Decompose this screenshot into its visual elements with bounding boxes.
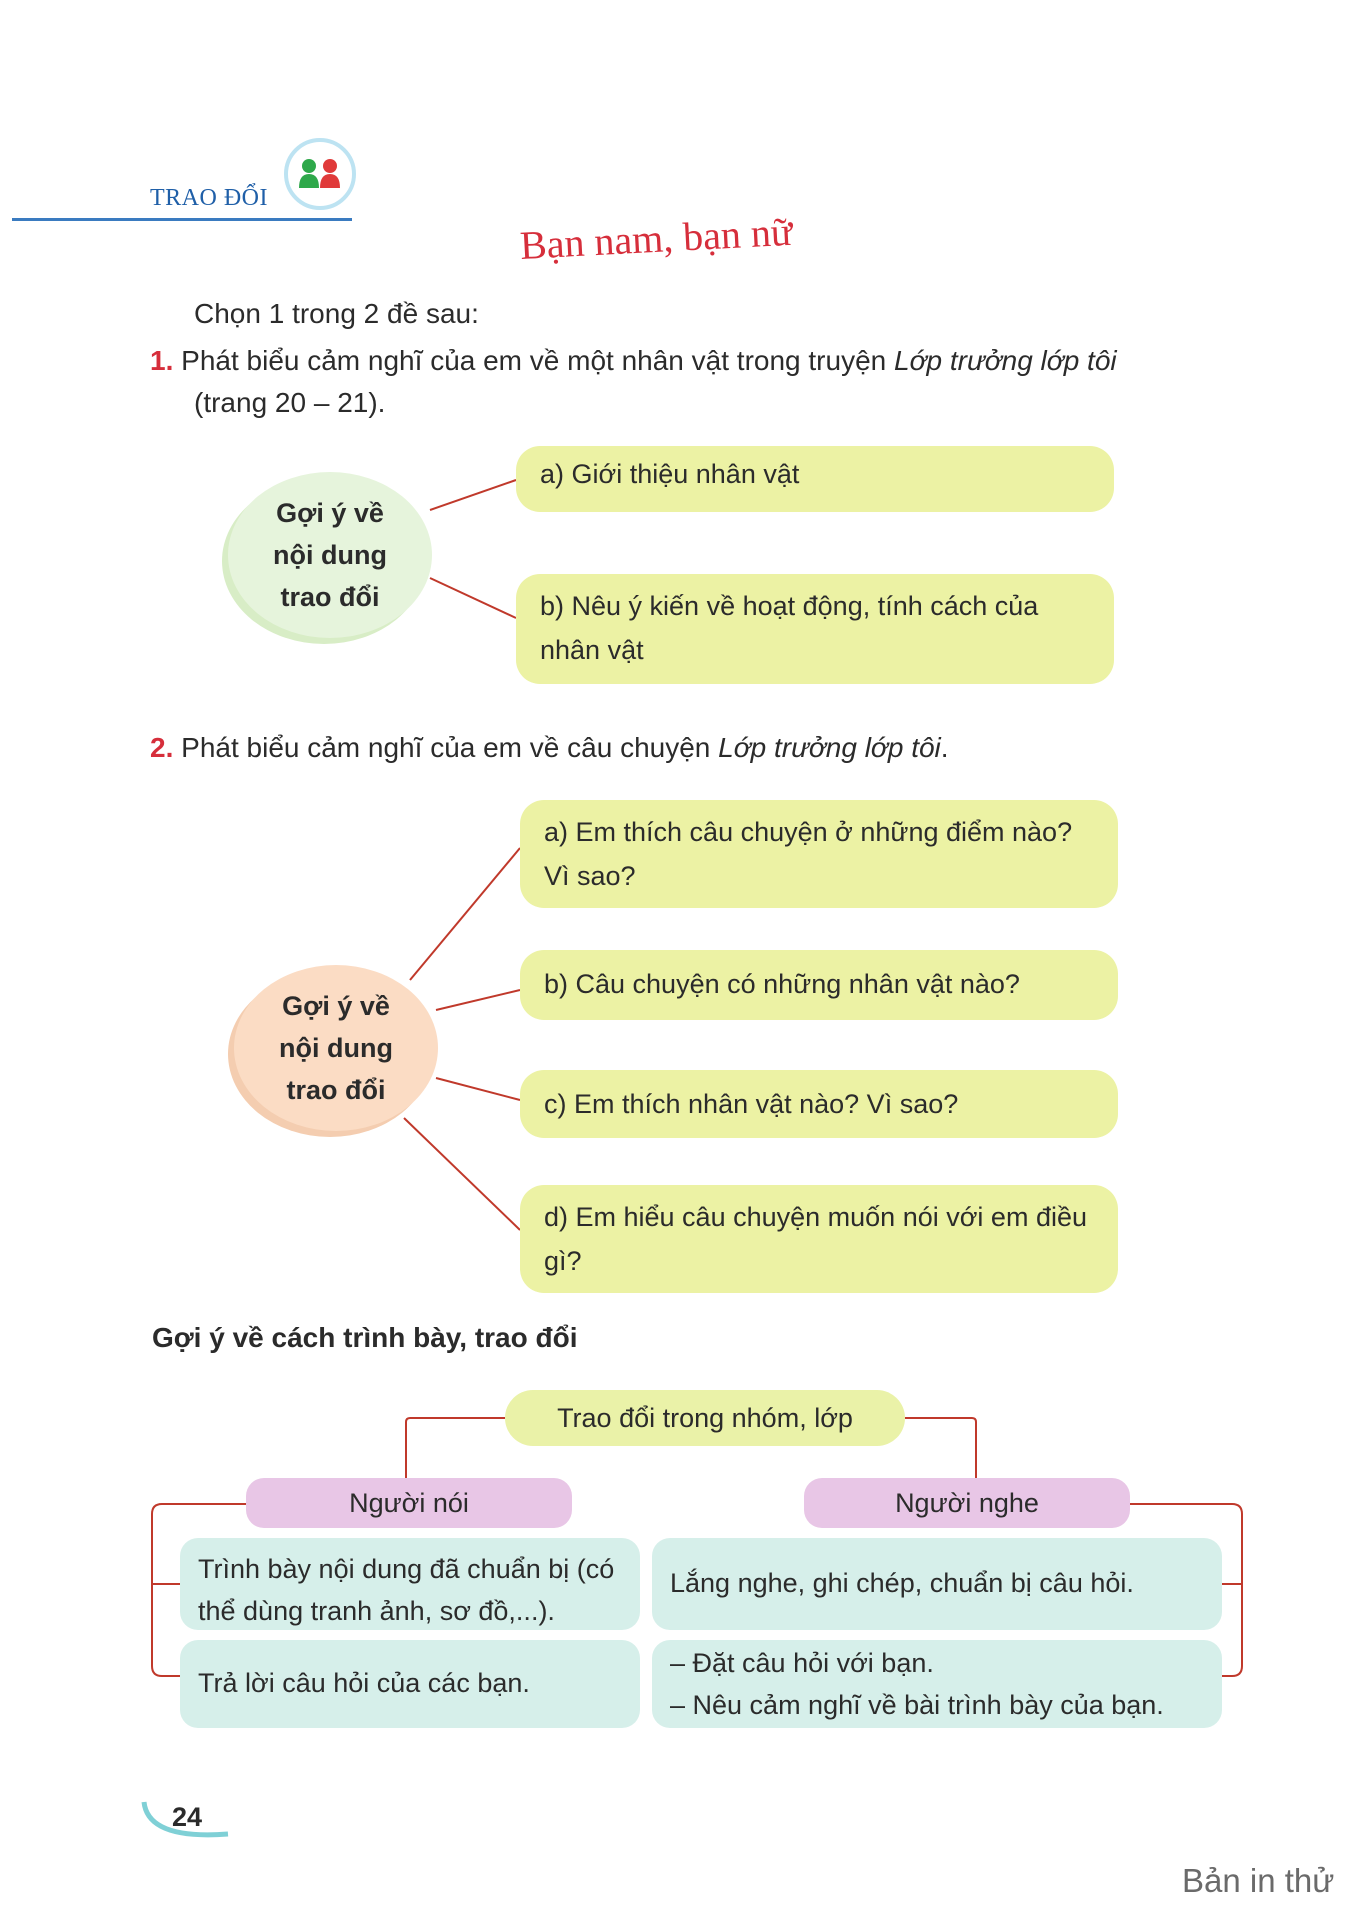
draft-watermark-label: Bản in thử [1182,1862,1335,1899]
hint-bubble-1 [228,472,432,638]
hint-bubble-1-label: Gợi ý về nội dung trao đổi [273,498,387,612]
question-1-text: Phát biểu cảm nghĩ của em về một nhân vật trong truyện [181,345,894,376]
q2-hint-a: a) Em thích câu chuyện ở những điểm nào? Vì sao? [520,800,1118,908]
question-1 [150,340,1250,424]
discussion-people-icon [284,138,356,210]
listener-item-listen: Lắng nghe, ghi chép, chuẩn bị câu hỏi. [652,1538,1222,1630]
listener-item-ask [652,1640,1222,1728]
question-2-story-title: Lớp trưởng lớp tôi [718,732,941,763]
listener-item-ask-line2: – Nêu cảm nghĩ về bài trình bày của bạn. [670,1690,1164,1720]
question-1-number: 1. [150,345,174,376]
section-divider [12,218,352,221]
section-tag: TRAO ĐỔI [150,185,268,211]
hint-bubble-2 [234,965,438,1131]
lesson-title: Bạn nam, bạn nữ [518,208,794,268]
page-number: 24 [172,1802,203,1832]
listener-item-ask-line1: – Đặt câu hỏi với bạn. [670,1648,934,1678]
question-1-page-ref: (trang 20 – 21). [194,387,386,418]
speaker-item-present: Trình bày nội dung đã chuẩn bị (có thể dùng tranh ảnh, sơ đồ,...). [180,1538,640,1630]
question-1-story-title: Lớp trưởng lớp tôi [894,345,1117,376]
question-2-period: . [940,732,949,763]
speaker-item-answer: Trả lời câu hỏi của các bạn. [180,1640,640,1728]
q1-hint-a: a) Giới thiệu nhân vật [516,446,1114,512]
speaker-label: Người nói [246,1478,572,1528]
question-2 [150,727,1250,769]
discussion-root-node: Trao đổi trong nhóm, lớp [505,1390,905,1446]
q1-hint-b: b) Nêu ý kiến về hoạt động, tính cách của nhân vật [516,574,1114,684]
listener-label: Người nghe [804,1478,1130,1528]
question-2-number: 2. [150,732,174,763]
presentation-heading: Gợi ý về cách trình bày, trao đổi [152,1322,578,1353]
q2-hint-c: c) Em thích nhân vật nào? Vì sao? [520,1070,1118,1138]
hint-bubble-2-label: Gợi ý về nội dung trao đổi [279,991,393,1105]
q2-hint-b: b) Câu chuyện có những nhân vật nào? [520,950,1118,1020]
instruction-text: Chọn 1 trong 2 đề sau: [194,298,479,329]
q2-hint-d: d) Em hiểu câu chuyện muốn nói với em điều gì? [520,1185,1118,1293]
question-2-text: Phát biểu cảm nghĩ của em về câu chuyện [181,732,719,763]
